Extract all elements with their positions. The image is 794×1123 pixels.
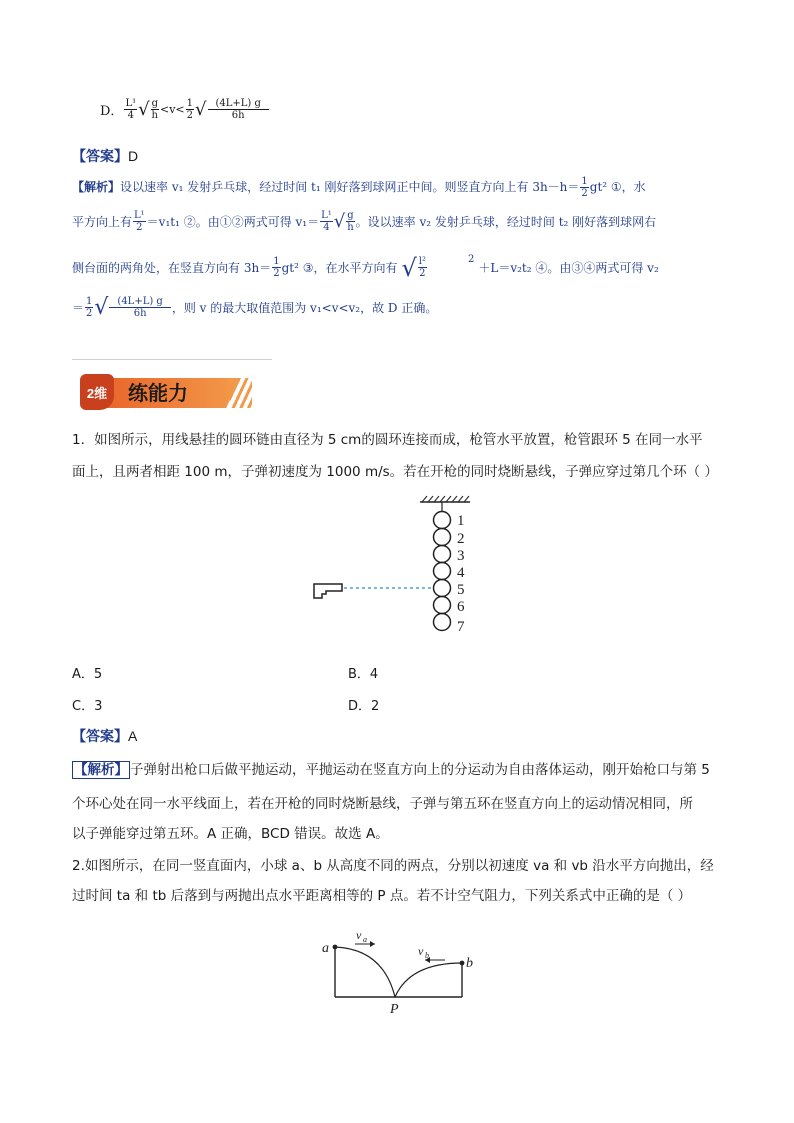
analysis-text: 平方向上有 xyxy=(72,215,133,229)
ring-label-2: 2 xyxy=(457,531,465,547)
analysis-text: 子弹射出枪口后做平抛运动，平抛运动在竖直方向上的分运动为自由落体运动，刚开始枪口与第 5 xyxy=(130,762,710,778)
sqrt-g-h: √ $\frac{g}{h}$ xyxy=(333,210,354,233)
answer-value: A xyxy=(128,728,138,744)
ineq-text: <v< xyxy=(159,103,185,116)
frac-half: $\frac{1}{2}$ xyxy=(581,176,588,199)
q1-answer xyxy=(72,726,137,746)
q2-figure xyxy=(315,925,490,1020)
label-b: b xyxy=(466,956,473,971)
ring-3 xyxy=(434,546,451,563)
q1-option-d[interactable]: D．2 xyxy=(348,699,380,714)
analysis-text: ＝ xyxy=(72,301,85,315)
label-va-sub: a xyxy=(363,935,367,944)
analysis-text: ＋L＝v₂t₂ ④。由③④两式可得 v₂ xyxy=(478,261,659,275)
q1-stem-line2: 面上，且两者相距 100 m，子弹初速度为 1000 m/s。若在开枪的同时烧断悬线，子弹应穿过第几个环（ ） xyxy=(72,464,718,480)
ring-7 xyxy=(434,614,451,631)
ring-label-7: 7 xyxy=(457,619,465,635)
prev-analysis-line4 xyxy=(72,296,437,319)
arrow-va-head xyxy=(370,941,375,947)
section-title: 练能力 xyxy=(128,381,188,405)
prev-analysis-line1 xyxy=(72,176,646,199)
label-vb: v xyxy=(418,944,424,958)
analysis-text: 。设以速率 v₂ 发射乒乓球，经过时间 t₂ 刚好落到球网右 xyxy=(355,215,657,229)
label-vb-sub: b xyxy=(425,951,429,960)
q2-stem-line2: 过时间 ta 和 tb 后落到与两抛出点水平距离相等的 P 点。若不计空气阻力，下列关系式中正确的是（ ） xyxy=(72,888,692,904)
option-d-label: D． xyxy=(100,104,124,119)
q1-figure xyxy=(300,490,500,640)
sqrt-l2-term: √ $\frac{\text{l²}}{2}$ 2 xyxy=(401,253,475,282)
ring-label-6: 6 xyxy=(457,599,465,615)
ball-b xyxy=(460,961,465,966)
header-badge xyxy=(80,374,114,410)
q1-stem-line1: 1．如图所示，用线悬挂的圆环链由直径为 5 cm的圆环连接而成，枪管水平放置，枪管跟环 5 在同一水平 xyxy=(72,432,703,448)
analysis-text: gt² ①，水 xyxy=(589,180,646,194)
q1-option-b[interactable]: B．4 xyxy=(348,667,379,682)
analysis-text: gt² ③，在水平方向有 xyxy=(281,261,398,275)
analysis-text: ，则 v 的最大取值范围为 v₁<v<v₂，故 D 正确。 xyxy=(171,301,438,315)
analysis-text: 侧台面的两角处，在竖直方向有 3h＝ xyxy=(72,261,272,275)
analysis-text: 设以速率 v₁ 发射乒乓球，经过时间 t₁ 刚好落到球网正中间。则竖直方向上有 3h－h＝ xyxy=(120,180,580,194)
ball-a xyxy=(333,945,338,950)
fraction-l-over-4: $\frac{\text{L¹}}{4}$ xyxy=(125,98,137,121)
sqrt-g-over-h: √ $\frac{g}{h}$ xyxy=(138,98,158,121)
trajectory-b xyxy=(395,963,462,997)
frac-l-over-2: $\frac{\text{L¹}}{2}$ xyxy=(134,210,145,233)
ring-label-5: 5 xyxy=(457,582,465,598)
q1-option-a[interactable]: A．5 xyxy=(72,667,103,682)
gun-icon xyxy=(314,584,342,598)
answer-value: D xyxy=(128,148,139,164)
q1-analysis-line3: 以子弹能穿过第五环。A 正确，BCD 错误。故选 A。 xyxy=(72,826,389,842)
prev-answer xyxy=(72,146,138,166)
label-a: a xyxy=(322,941,329,956)
ring-label-3: 3 xyxy=(457,548,465,564)
q1-analysis-line1 xyxy=(72,758,710,778)
ceiling-hatch xyxy=(420,496,470,502)
ring-1 xyxy=(434,512,451,529)
q2-stem-line1: 2.如图所示，在同一竖直面内，小球 a、b 从高度不同的两点，分别以初速度 va 和 vb 沿水平方向抛出，经 xyxy=(72,858,714,874)
section-divider xyxy=(72,359,272,360)
sqrt-expression: √ $\frac{(4L+L) g}{6h}$ xyxy=(195,98,270,121)
analysis-tag: 【解析】 xyxy=(74,762,128,778)
prev-analysis-line2 xyxy=(72,210,656,233)
label-P: P xyxy=(390,1002,399,1017)
stripe-decoration xyxy=(230,378,252,408)
ring-label-1: 1 xyxy=(457,513,465,529)
option-d xyxy=(100,98,270,121)
sqrt-expression: √ $\frac{(4L+L) g}{6h}$ xyxy=(94,296,171,319)
ring-6 xyxy=(434,597,451,614)
answer-tag: 【答案】 xyxy=(72,729,128,745)
ring-2 xyxy=(434,529,451,546)
frac-l-over-4: $\frac{\text{L¹}}{4}$ xyxy=(321,210,332,233)
trajectory-a xyxy=(335,947,395,997)
analysis-text: ＝v₁t₁ ②。由①②两式可得 v₁＝ xyxy=(146,215,320,229)
prev-analysis-line3 xyxy=(72,253,659,282)
label-va: v xyxy=(356,928,362,942)
ring-label-4: 4 xyxy=(457,565,465,581)
analysis-tag: 【解析】 xyxy=(72,180,121,194)
fraction-one-half: $\frac{1}{2}$ xyxy=(186,98,194,121)
frac-half: $\frac{1}{2}$ xyxy=(86,296,93,319)
ring-chain xyxy=(434,512,451,631)
answer-tag: 【答案】 xyxy=(72,149,128,165)
ring-5 xyxy=(434,580,451,597)
badge-text: 2维 xyxy=(86,385,108,401)
ring-4 xyxy=(434,563,451,580)
q1-analysis-line2: 个环心处在同一水平线面上，若在开枪的同时烧断悬线，子弹与第五环在竖直方向上的运动情况相同，所 xyxy=(72,796,693,812)
frac-half: $\frac{1}{2}$ xyxy=(273,256,280,279)
section-header xyxy=(80,374,260,412)
q1-option-c[interactable]: C．3 xyxy=(72,699,103,714)
